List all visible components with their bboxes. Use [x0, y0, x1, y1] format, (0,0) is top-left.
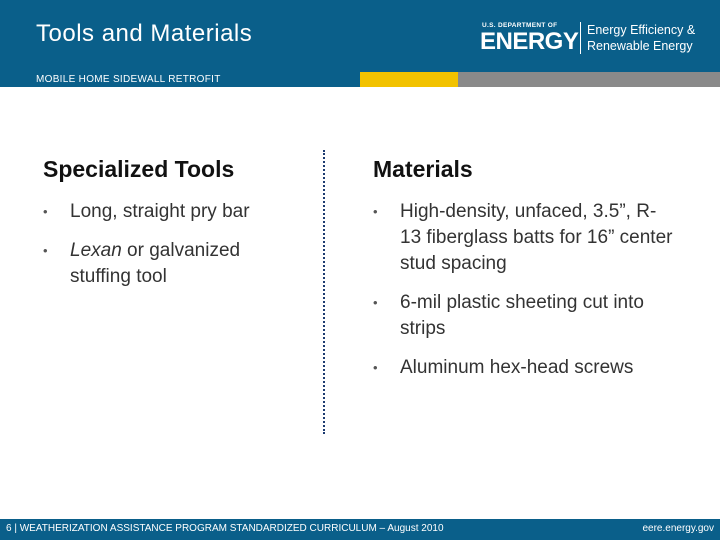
bullet-icon: •: [373, 360, 378, 375]
bullet-icon: •: [373, 204, 378, 219]
materials-item-text: Aluminum hex-head screws: [400, 357, 634, 378]
materials-item-text: High-density, unfaced, 3.5”, R-13 fiberglass batts for 16” center stud spacing: [400, 201, 673, 274]
tools-item-italic: Lexan: [70, 240, 122, 261]
logo-dept-line: U.S. DEPARTMENT OF: [482, 22, 558, 29]
tools-heading: Specialized Tools: [43, 156, 235, 182]
logo-dept-name: ENERGY: [480, 28, 579, 55]
doe-eere-logo: [480, 18, 705, 58]
list-item: [373, 290, 673, 342]
list-item: [373, 199, 673, 277]
tools-item-text: Long, straight pry bar: [70, 201, 250, 222]
bullet-icon: •: [43, 204, 48, 219]
column-divider: [323, 150, 325, 434]
bullet-icon: •: [43, 243, 48, 258]
logo-office-line1: Energy Efficiency &: [587, 23, 696, 37]
tools-list: [43, 199, 293, 303]
tools-item-text: or galvanized stuffing tool: [70, 240, 241, 287]
section-label: MOBILE HOME SIDEWALL RETROFIT: [36, 74, 221, 85]
list-item: [43, 238, 293, 290]
bullet-icon: •: [373, 295, 378, 310]
section-bar: [0, 72, 720, 87]
logo-divider: [580, 22, 581, 54]
footer-site-link[interactable]: eere.energy.gov: [642, 523, 714, 534]
list-item: [43, 199, 293, 225]
materials-list: [373, 199, 673, 394]
header-bar: [0, 0, 720, 72]
materials-heading: Materials: [373, 156, 473, 182]
footer-left-text: 6 | WEATHERIZATION ASSISTANCE PROGRAM STANDARDIZED CURRICULUM – August 2010: [6, 523, 444, 534]
logo-office-line2: Renewable Energy: [587, 39, 693, 53]
list-item: [373, 355, 673, 381]
section-bar-gold: [360, 72, 458, 87]
footer-bar: [0, 519, 720, 540]
materials-item-text: 6-mil plastic sheeting cut into strips: [400, 292, 644, 339]
slide-title: Tools and Materials: [36, 20, 253, 47]
